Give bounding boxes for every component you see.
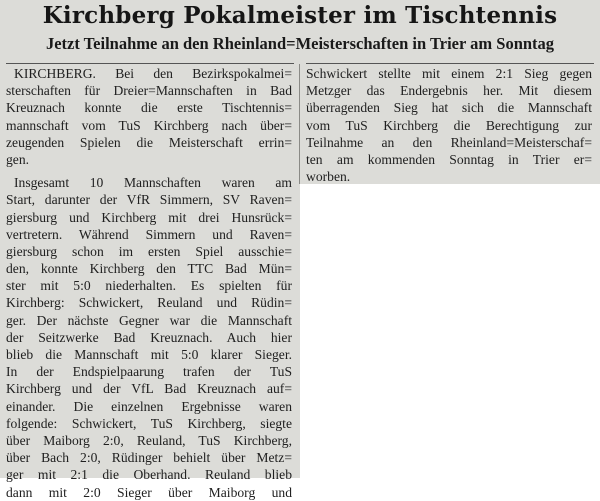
text-line: Kirchberg und der VfL Bad Kreuznach auf= — [6, 381, 292, 397]
column-divider — [299, 64, 300, 184]
text-line: worben. — [306, 169, 351, 185]
text-line: Metzger das Endergebnis her. Mit diesem — [306, 83, 592, 99]
text-line: mannschaft vom TuS Kirchberg nach über= — [6, 117, 292, 133]
paragraph-1 — [6, 65, 292, 168]
text-line: der Seitzwerke Bad Kreuznach. Auch hier — [6, 329, 292, 345]
text-line: Start, darunter der VfR Simmern, SV Raven= — [6, 192, 292, 208]
text-line: ger mit 2:1 die Oberhand. Reuland blieb — [6, 467, 292, 483]
headline-rule-left — [6, 63, 294, 64]
text-line: Schwickert stellte mit einem 2:1 Sieg gegen — [306, 66, 592, 81]
text-line: über Bach 2:0, Rüdinger behielt über Metz= — [6, 450, 292, 466]
text-line: sterschaften für Dreier=Mannschaften in Bad — [6, 83, 292, 99]
text-line: ster mit 5:0 niederhalten. Es spielten für — [6, 278, 292, 294]
headline-rule-right — [306, 63, 594, 64]
right-column — [306, 65, 592, 185]
text-line: ten am kommenden Sonntag in Trier er= — [306, 151, 592, 167]
text-line: ger. Der nächste Gegner war die Mannschaft — [6, 312, 292, 328]
text-line: Kirchberg: Schwickert, Reuland und Rüdin= — [6, 295, 292, 311]
text-line: Insgesamt 10 Mannschaften waren am — [14, 175, 292, 191]
paragraph-2 — [6, 174, 292, 501]
text-line: überragenden Sieg hat sich die Mannschaft — [306, 100, 592, 116]
text-line: giersburg schon im ersten Spiel ausschie= — [6, 243, 292, 259]
text-line: blieb die Mannschaft mit 5:0 klarer Sieger. — [6, 347, 292, 362]
left-column — [6, 65, 292, 501]
text-line: zeugenden Spielen die Meisterschaft errin= — [6, 134, 292, 150]
text-line: gen. — [6, 151, 30, 167]
text-line: den, konnte Kirchberg den TTC Bad Mün= — [6, 261, 292, 277]
text-line: folgende: Schwickert, TuS Kirchberg, siegte — [6, 415, 292, 431]
text-line: KIRCHBERG. Bei den Bezirkspokalmei= — [14, 66, 292, 81]
text-line: einander. Die einzelnen Ergebnisse waren — [6, 398, 292, 414]
text-line: vom TuS Kirchberg die Berechtigung zur — [306, 117, 592, 133]
text-line: giersburg und Kirchberg mit drei Hunsrück= — [6, 209, 292, 225]
text-line: Kreuznach konnte die erste Tischtennis= — [6, 100, 292, 116]
text-line: In der Endspielpaarung trafen der TuS — [6, 364, 292, 380]
text-line: über Maiborg 2:0, Reuland, TuS Kirchberg, — [6, 432, 292, 448]
text-line: dann mit 2:0 Sieger über Maiborg und — [6, 484, 292, 500]
article-headline: Kirchberg Pokalmeister im Tischtennis — [42, 2, 558, 29]
text-line: vertretern. Während Simmern und Raven= — [6, 226, 292, 242]
text-line: Teilnahme an den Rheinland=Meisterschaf= — [306, 134, 592, 150]
article-subheadline: Jetzt Teilnahme an den Rheinland=Meisterschaften in Trier am Sonntag — [45, 34, 555, 53]
